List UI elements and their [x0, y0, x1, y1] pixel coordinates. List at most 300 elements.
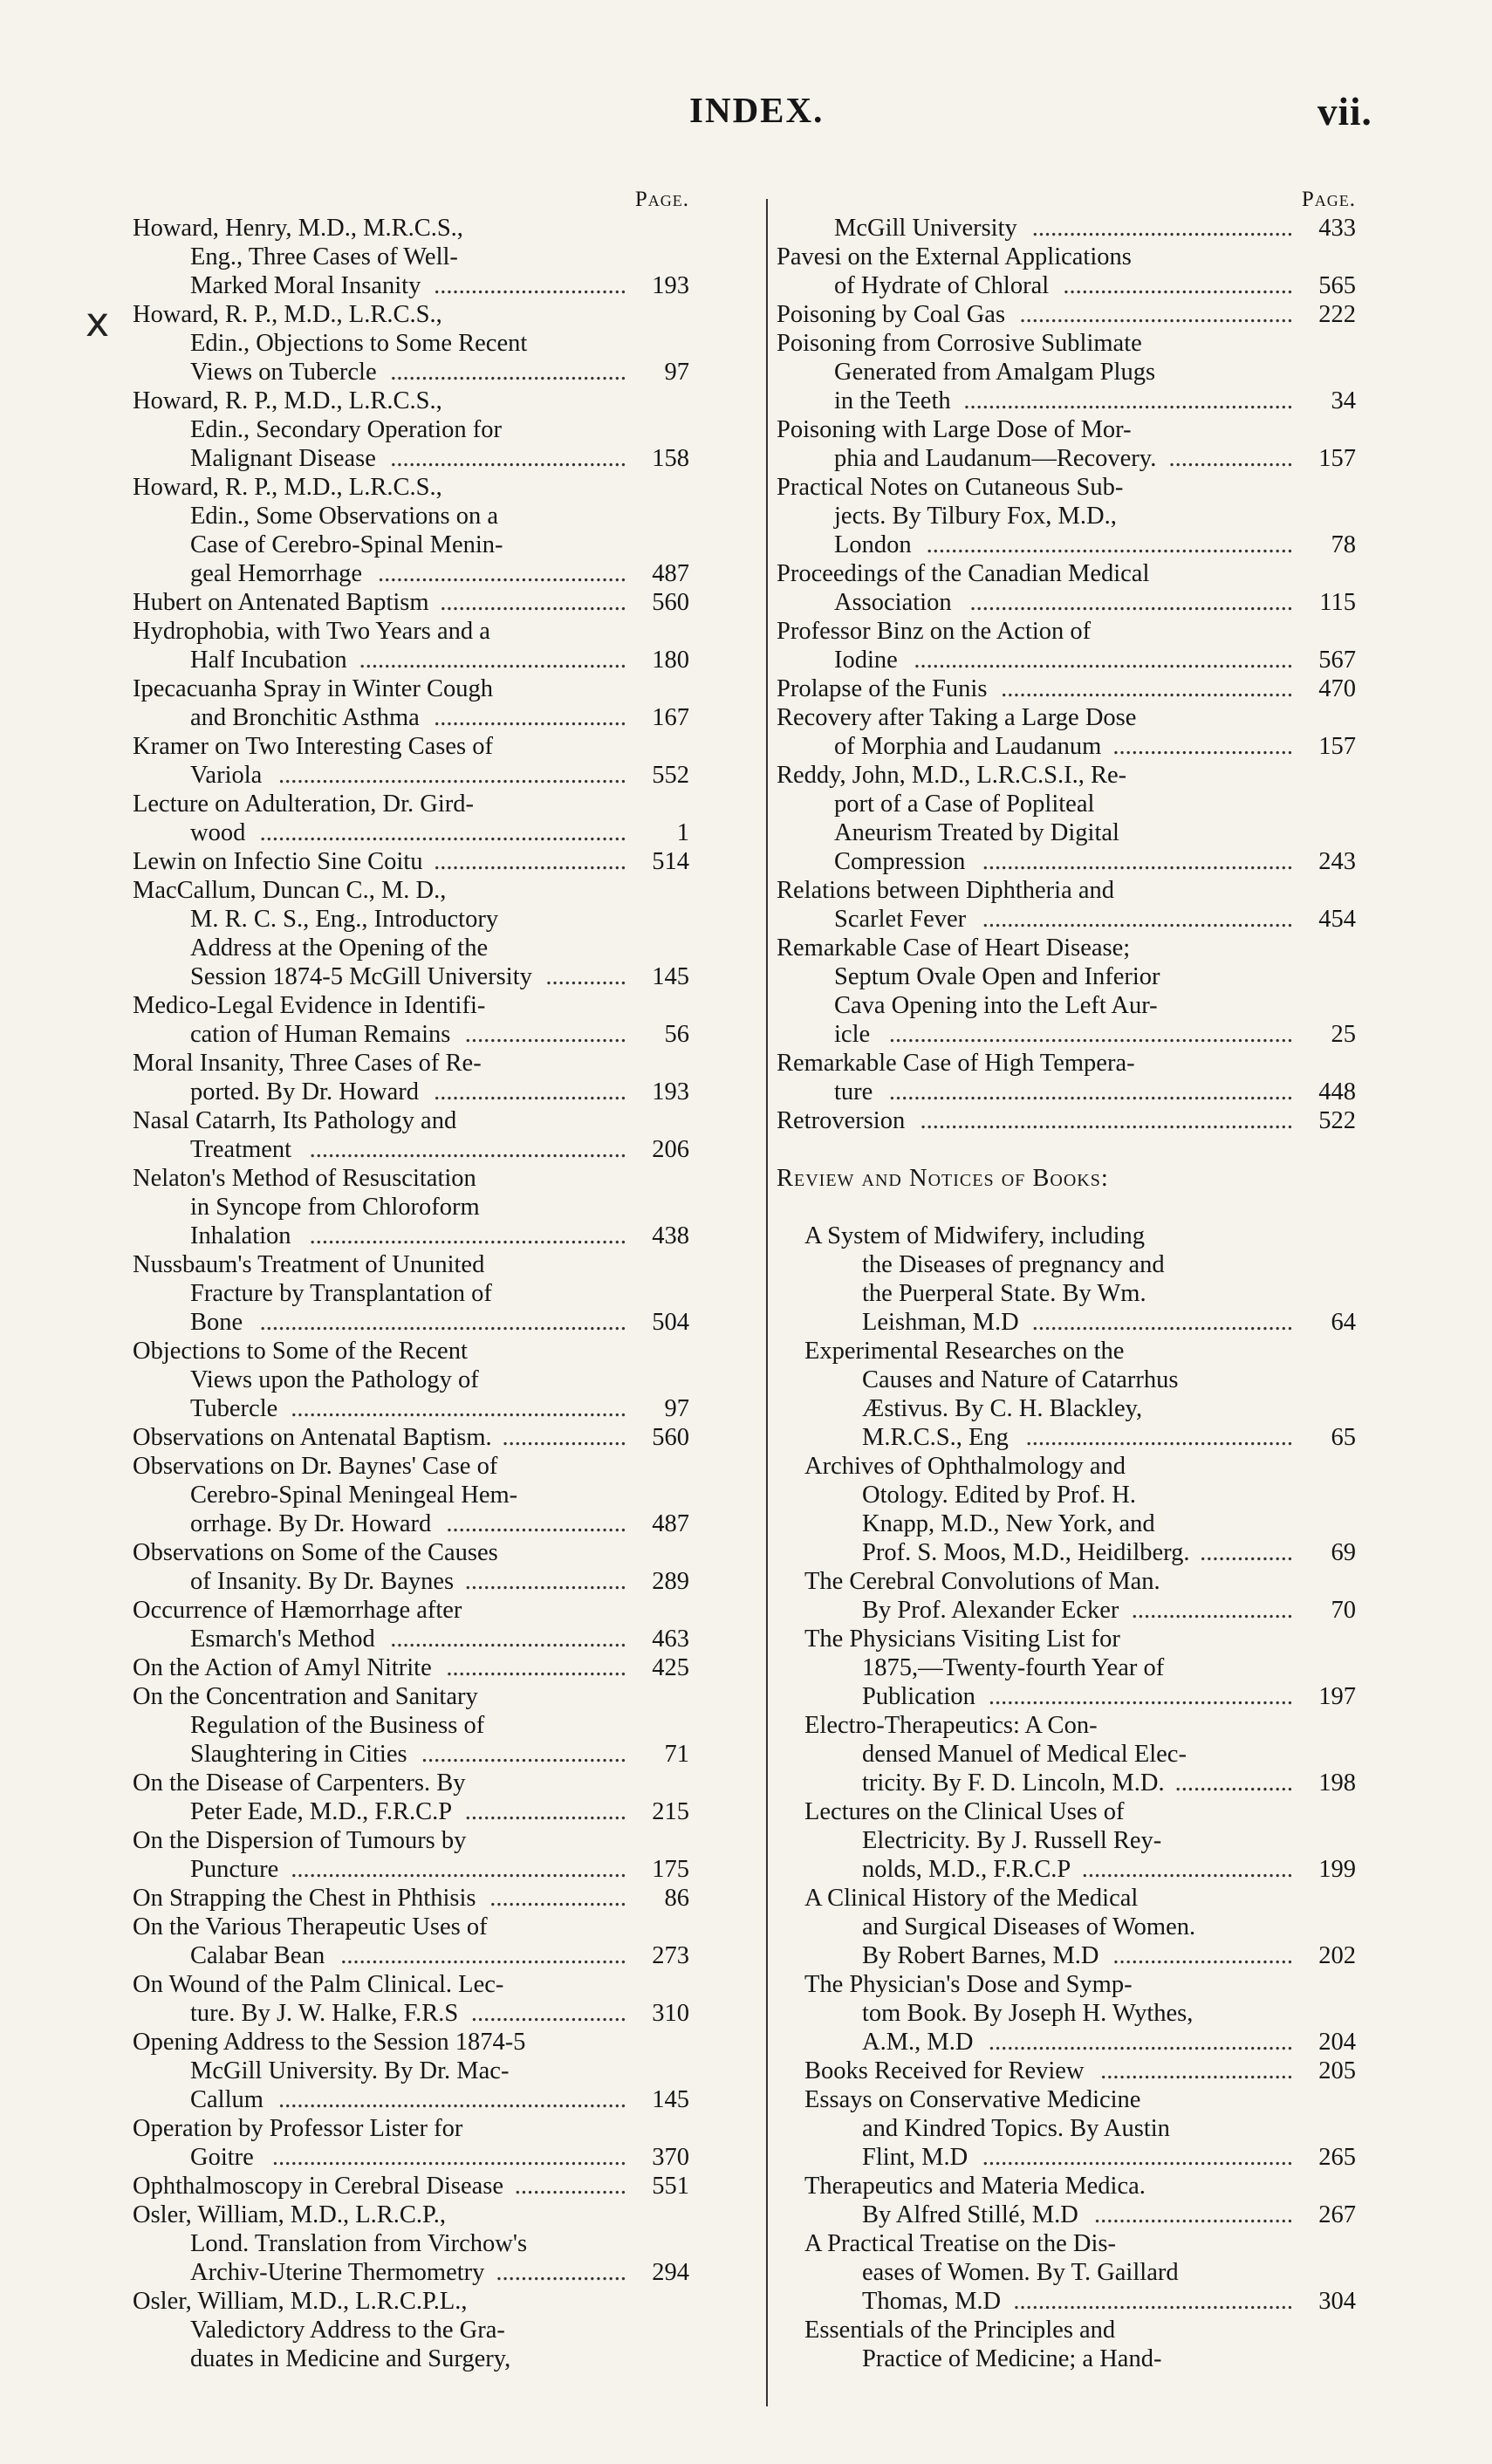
- dot-leader: ..........................................: [1031, 215, 1293, 242]
- entry-line: Electricity. By J. Russell Rey-: [862, 1827, 1162, 1854]
- entry-line: The Cerebral Convolutions of Man.: [804, 1568, 1160, 1595]
- entry-line: Remarkable Case of High Tempera-: [777, 1050, 1135, 1077]
- entry-line: of Insanity. By Dr. Baynes: [190, 1568, 455, 1595]
- dot-leader: .................................: [421, 1741, 626, 1768]
- entry-line: The Physician's Dose and Symp-: [804, 1971, 1133, 1998]
- index-entry: [777, 415, 1356, 473]
- index-entry: [804, 1884, 1356, 1970]
- entry-line: 1875,—Twenty-fourth Year of: [862, 1654, 1165, 1681]
- index-entry: [777, 674, 1356, 703]
- entry-line: Howard, Henry, M.D., M.R.C.S.,: [133, 215, 463, 242]
- entry-page-number: 454: [1318, 906, 1356, 933]
- dot-leader: ......................................................: [291, 1856, 626, 1883]
- entry-page-number: 157: [1318, 733, 1356, 760]
- entry-line: Leishman, M.D: [862, 1309, 1019, 1336]
- entry-page-number: 97: [664, 359, 689, 386]
- index-entry: [804, 2085, 1356, 2172]
- entry-line: and Bronchitic Asthma: [190, 704, 420, 731]
- dot-leader: ..............................................: [340, 1942, 626, 1969]
- dot-leader: .................................................................: [888, 1078, 1293, 1105]
- entry-line: geal Hemorrhage: [190, 560, 363, 587]
- entry-line: Essays on Conservative Medicine: [804, 2086, 1141, 2113]
- entry-page-number: 243: [1318, 848, 1356, 875]
- entry-line: Moral Insanity, Three Cases of Re-: [133, 1050, 482, 1077]
- index-entry: [777, 243, 1356, 300]
- entry-line: Kramer on Two Interesting Cases of: [133, 733, 493, 760]
- index-entry: [133, 1164, 689, 1250]
- entry-page-number: 438: [652, 1222, 689, 1249]
- section-gap: [777, 1135, 1356, 1164]
- dot-leader: .............................: [446, 1510, 626, 1537]
- dot-leader: .............................: [1112, 733, 1293, 760]
- entry-line: On the Dispersion of Tumours by: [133, 1827, 467, 1854]
- dot-leader: .................................................: [988, 2029, 1293, 2056]
- entry-line: On the Disease of Carpenters. By: [133, 1769, 466, 1797]
- index-entry: [133, 847, 689, 876]
- entry-line: Nasal Catarrh, Its Pathology and: [133, 1107, 457, 1134]
- entry-line: Publication: [862, 1683, 975, 1710]
- dot-leader: .....................: [496, 2259, 626, 2286]
- entry-line: Observations on Dr. Baynes' Case of: [133, 1453, 498, 1480]
- entry-line: Howard, R. P., M.D., L.R.C.S.,: [133, 474, 442, 501]
- reviews-section-title: Review and Notices of Books:: [777, 1165, 1109, 1192]
- index-entry: [133, 876, 689, 991]
- entry-line: Lecture on Adulteration, Dr. Gird-: [133, 791, 474, 818]
- entry-page-number: 522: [1318, 1107, 1356, 1134]
- entry-line: ture: [834, 1078, 873, 1105]
- entry-page-number: 69: [1331, 1539, 1356, 1566]
- dot-leader: ........................................................: [278, 762, 626, 789]
- entry-line: Case of Cerebro-Spinal Menin-: [190, 531, 503, 558]
- section-gap: [777, 1193, 1356, 1222]
- entry-line: By Alfred Stillé, M.D: [862, 2201, 1078, 2228]
- index-entry: [133, 991, 689, 1049]
- entry-line: The Physicians Visiting List for: [804, 1626, 1120, 1653]
- dot-leader: ..................................................: [982, 848, 1293, 875]
- entry-page-number: 448: [1318, 1078, 1356, 1105]
- entry-line: A System of Midwifery, including: [804, 1222, 1145, 1249]
- entry-line: Therapeutics and Materia Medica.: [804, 2173, 1146, 2200]
- dot-leader: ...........................................................: [259, 819, 626, 846]
- entry-line: On Strapping the Chest in Phthisis: [133, 1885, 476, 1912]
- dot-leader: .............................................................: [914, 647, 1293, 674]
- entry-line: Callum: [190, 2086, 263, 2113]
- entry-page-number: 222: [1318, 301, 1356, 328]
- index-entry: [133, 674, 689, 732]
- entry-line: Medico-Legal Evidence in Identifi-: [133, 992, 486, 1019]
- entry-line: Poisoning with Large Dose of Mor-: [777, 416, 1132, 443]
- entry-line: Professor Binz on the Action of: [777, 618, 1092, 645]
- index-entry: [804, 1625, 1356, 1711]
- index-entry: [133, 1337, 689, 1423]
- entry-line: phia and Laudanum—Recovery.: [834, 445, 1157, 472]
- entry-page-number: 78: [1331, 531, 1356, 558]
- entry-line: Marked Moral Insanity: [190, 272, 421, 299]
- index-entry: [133, 588, 689, 617]
- entry-line: Thomas, M.D: [862, 2288, 1002, 2315]
- index-entry: [804, 2172, 1356, 2229]
- entry-line: On the Concentration and Sanitary: [133, 1683, 478, 1710]
- entry-line: Hubert on Antenated Baptism: [133, 589, 429, 616]
- page-number: vii.: [1317, 90, 1372, 133]
- entry-page-number: 560: [652, 589, 689, 616]
- entry-line: tom Book. By Joseph H. Wythes,: [862, 2000, 1194, 2027]
- entry-line: Aneurism Treated by Digital: [834, 819, 1119, 846]
- entry-line: Retroversion: [777, 1107, 906, 1134]
- index-entry: [777, 934, 1356, 1049]
- dot-leader: ...................................................: [309, 1136, 626, 1163]
- page-title: INDEX.: [689, 90, 825, 130]
- entry-page-number: 56: [664, 1021, 689, 1048]
- entry-line: A Practical Treatise on the Dis-: [804, 2230, 1116, 2257]
- entry-line: Opening Address to the Session 1874-5: [133, 2029, 526, 2056]
- entry-line: Address at the Opening of the: [190, 934, 489, 962]
- entry-line: cation of Human Remains: [190, 1021, 451, 1048]
- index-entry: [777, 876, 1356, 934]
- entry-line: tricity. By F. D. Lincoln, M.D.: [862, 1769, 1165, 1797]
- index-entry: [804, 1970, 1356, 2057]
- entry-page-number: 294: [652, 2259, 689, 2286]
- entry-line: Goitre: [190, 2144, 254, 2171]
- entry-line: McGill University. By Dr. Mac-: [190, 2057, 510, 2084]
- entry-line: Hydrophobia, with Two Years and a: [133, 618, 490, 645]
- dot-leader: ..........................: [464, 1021, 626, 1048]
- index-entry: [133, 1538, 689, 1596]
- entry-line: McGill University: [834, 215, 1017, 242]
- entry-page-number: 310: [652, 2000, 689, 2027]
- page-header: [0, 89, 1492, 141]
- entry-page-number: 175: [652, 1856, 689, 1883]
- entry-page-number: 204: [1318, 2029, 1356, 2056]
- entry-line: in Syncope from Chloroform: [190, 1194, 480, 1221]
- entry-page-number: 370: [652, 2144, 689, 2171]
- entry-line: Nelaton's Method of Resuscitation: [133, 1165, 476, 1192]
- index-entry: [133, 732, 689, 790]
- left-column: [133, 185, 689, 2373]
- entry-page-number: 193: [652, 1078, 689, 1105]
- entry-line: Half Incubation: [190, 647, 347, 674]
- index-entry: [133, 1884, 689, 1913]
- dot-leader: ............................................: [1019, 301, 1293, 328]
- entry-line: duates in Medicine and Surgery,: [190, 2345, 511, 2372]
- entry-page-number: 273: [652, 1942, 689, 1969]
- entry-line: Tubercle: [190, 1395, 278, 1422]
- entry-line: of Hydrate of Chloral: [834, 272, 1050, 299]
- entry-line: densed Manuel of Medical Elec-: [862, 1741, 1187, 1768]
- book-reviews-list: [777, 1222, 1356, 2373]
- entry-line: Lewin on Infectio Sine Coitu: [133, 848, 423, 875]
- entry-line: and Surgical Diseases of Women.: [862, 1913, 1196, 1940]
- entry-line: Relations between Diphtheria and: [777, 877, 1115, 904]
- entry-page-number: 86: [664, 1885, 689, 1912]
- entry-line: Reddy, John, M.D., L.R.C.S.I., Re-: [777, 762, 1127, 789]
- entry-line: Lond. Translation from Virchow's: [190, 2230, 528, 2257]
- dot-leader: ...............................: [434, 1078, 626, 1105]
- entry-line: Flint, M.D: [862, 2144, 968, 2171]
- entry-line: Knapp, M.D., New York, and: [862, 1510, 1155, 1537]
- index-entry: [133, 1106, 689, 1164]
- entry-page-number: 25: [1331, 1021, 1356, 1048]
- entry-line: Septum Ovale Open and Inferior: [834, 963, 1160, 990]
- dot-leader: ....................: [502, 1424, 626, 1451]
- entry-line: A.M., M.D: [862, 2029, 974, 2056]
- entry-line: Inhalation: [190, 1222, 291, 1249]
- entry-page-number: 425: [652, 1654, 689, 1681]
- dot-leader: ......................................: [390, 1626, 626, 1653]
- dot-leader: ...........................................: [1025, 1424, 1293, 1451]
- dot-leader: ..........................................: [1031, 1309, 1293, 1336]
- index-entry: [777, 1106, 1356, 1135]
- entry-line: Cerebro-Spinal Meningeal Hem-: [190, 1482, 518, 1509]
- entry-line: Howard, R. P., M.D., L.R.C.S.,: [133, 387, 442, 414]
- entry-line: Esmarch's Method: [190, 1626, 375, 1653]
- entry-page-number: 552: [652, 762, 689, 789]
- dot-leader: ...................................................: [309, 1222, 626, 1249]
- entry-line: wood: [190, 819, 246, 846]
- entry-line: M.R.C.S., Eng: [862, 1424, 1009, 1451]
- dot-leader: ......................................: [390, 445, 626, 472]
- entry-line: Peter Eade, M.D., F.R.C.P: [190, 1798, 453, 1825]
- entry-line: Causes and Nature of Catarrhus: [862, 1366, 1179, 1393]
- dot-leader: ..........................: [464, 1798, 626, 1825]
- index-entry: [804, 1337, 1356, 1452]
- entry-line: eases of Women. By T. Gaillard: [862, 2259, 1179, 2286]
- dot-leader: ....................: [1168, 445, 1293, 472]
- dot-leader: ..........................: [464, 1568, 626, 1595]
- index-entry: [804, 1567, 1356, 1625]
- entry-page-number: 145: [652, 2086, 689, 2113]
- entry-line: Proceedings of the Canadian Medical: [777, 560, 1150, 587]
- entry-line: Books Received for Review: [804, 2057, 1085, 2084]
- index-entry: [133, 1913, 689, 1970]
- index-entry: [804, 2316, 1356, 2373]
- dot-leader: ..................: [514, 2173, 626, 2200]
- margin-mark: x: [86, 298, 110, 346]
- dot-leader: ....................................................: [969, 589, 1293, 616]
- dot-leader: ..................................: [1081, 1856, 1293, 1883]
- entry-line: Nussbaum's Treatment of Ununited: [133, 1251, 485, 1278]
- entry-line: Pavesi on the External Applications: [777, 243, 1132, 270]
- entry-line: M. R. C. S., Eng., Introductory: [190, 906, 499, 933]
- entry-page-number: 167: [652, 704, 689, 731]
- index-entry: [133, 1970, 689, 2028]
- entry-page-number: 267: [1318, 2201, 1356, 2228]
- dot-leader: ..................................................: [982, 2144, 1293, 2171]
- entry-line: Poisoning by Coal Gas: [777, 301, 1006, 328]
- dot-leader: .............: [545, 963, 626, 990]
- entry-line: Edin., Objections to Some Recent: [190, 330, 528, 357]
- entry-line: Views on Tubercle: [190, 359, 377, 386]
- right-column: [777, 185, 1356, 2373]
- entry-line: Cava Opening into the Left Aur-: [834, 992, 1158, 1019]
- dot-leader: ...............................................: [1001, 675, 1293, 702]
- entry-line: Calabar Bean: [190, 1942, 325, 1969]
- entry-line: icle: [834, 1021, 871, 1048]
- entry-line: Occurrence of Hæmorrhage after: [133, 1597, 462, 1624]
- entry-line: nolds, M.D., F.R.C.P: [862, 1856, 1071, 1883]
- entry-page-number: 463: [652, 1626, 689, 1653]
- index-entry: [804, 1711, 1356, 1797]
- index-entry: [133, 2114, 689, 2172]
- entry-line: Compression: [834, 848, 966, 875]
- entry-line: On Wound of the Palm Clinical. Lec-: [133, 1971, 504, 1998]
- entry-line: Edin., Some Observations on a: [190, 503, 499, 530]
- entry-page-number: 180: [652, 647, 689, 674]
- index-entry: [133, 2287, 689, 2373]
- entry-page-number: 64: [1331, 1309, 1356, 1336]
- entry-line: Variola: [190, 762, 263, 789]
- entry-page-number: 1: [676, 819, 689, 846]
- entry-line: Archives of Ophthalmology and: [804, 1453, 1126, 1480]
- entry-line: Malignant Disease: [190, 445, 376, 472]
- entry-line: Bone: [190, 1309, 243, 1336]
- index-entry: [804, 1222, 1356, 1337]
- entry-line: London: [834, 531, 912, 558]
- entry-line: Prolapse of the Funis: [777, 675, 988, 702]
- entry-page-number: 304: [1318, 2288, 1356, 2315]
- dot-leader: ..............................: [440, 589, 626, 616]
- dot-leader: ...............: [1200, 1539, 1293, 1566]
- dot-leader: ................................: [1094, 2201, 1293, 2228]
- entry-page-number: 198: [1318, 1769, 1356, 1797]
- dot-leader: .................................................................: [888, 1021, 1293, 1048]
- entry-line: port of a Case of Popliteal: [834, 791, 1095, 818]
- entry-line: Poisoning from Corrosive Sublimate: [777, 330, 1142, 357]
- entry-line: A Clinical History of the Medical: [804, 1885, 1139, 1912]
- entry-page-number: 206: [652, 1136, 689, 1163]
- entry-page-number: 470: [1318, 675, 1356, 702]
- dot-leader: .............................: [446, 1654, 626, 1681]
- index-entry: [133, 387, 689, 473]
- entry-line: Treatment: [190, 1136, 292, 1163]
- entry-page-number: 71: [664, 1741, 689, 1768]
- entry-line: ture. By J. W. Halke, F.R.S: [190, 2000, 459, 2027]
- entry-page-number: 199: [1318, 1856, 1356, 1883]
- index-entry: [777, 1049, 1356, 1106]
- entry-line: Association: [834, 589, 952, 616]
- dot-leader: ..................................................: [982, 906, 1293, 933]
- right-entries: [777, 214, 1356, 1135]
- dot-leader: ...........................................: [359, 647, 626, 674]
- index-entry: [804, 2057, 1356, 2085]
- entry-line: By Prof. Alexander Ecker: [862, 1597, 1119, 1624]
- entry-page-number: 197: [1318, 1683, 1356, 1710]
- entry-line: of Morphia and Laudanum: [834, 733, 1102, 760]
- entry-line: Lectures on the Clinical Uses of: [804, 1798, 1125, 1825]
- dot-leader: .....................................................: [963, 387, 1293, 414]
- entry-page-number: 560: [652, 1424, 689, 1451]
- entry-page-number: 265: [1318, 2144, 1356, 2171]
- index-entry: [133, 1049, 689, 1106]
- dot-leader: ............................................................: [920, 1107, 1293, 1134]
- entry-line: jects. By Tilbury Fox, M.D.,: [834, 503, 1117, 530]
- dot-leader: .................................................: [988, 1683, 1293, 1710]
- entry-line: Ipecacuanha Spray in Winter Cough: [133, 675, 494, 702]
- index-entry: [777, 473, 1356, 559]
- entry-line: By Robert Barnes, M.D: [862, 1942, 1099, 1969]
- index-entry: [133, 790, 689, 847]
- entry-page-number: 433: [1318, 215, 1356, 242]
- index-entry: [804, 2229, 1356, 2316]
- entry-line: Regulation of the Business of: [190, 1712, 485, 1739]
- entry-line: Iodine: [834, 647, 898, 674]
- index-entry: [777, 329, 1356, 415]
- entry-line: Valedictory Address to the Gra-: [190, 2317, 505, 2344]
- entry-line: On the Various Therapeutic Uses of: [133, 1913, 488, 1940]
- entry-line: Electro-Therapeutics: A Con-: [804, 1712, 1098, 1739]
- entry-line: MacCallum, Duncan C., M. D.,: [133, 877, 447, 904]
- dot-leader: ......................................: [390, 359, 626, 386]
- entry-line: Æstivus. By C. H. Blackley,: [862, 1395, 1143, 1422]
- entry-line: Practical Notes on Cutaneous Sub-: [777, 474, 1124, 501]
- entry-page-number: 145: [652, 963, 689, 990]
- entry-line: Views upon the Pathology of: [190, 1366, 479, 1393]
- entry-line: Fracture by Transplantation of: [190, 1280, 492, 1307]
- index-entry: [133, 1653, 689, 1682]
- dot-leader: ......................: [489, 1885, 626, 1912]
- entry-line: Objections to Some of the Recent: [133, 1338, 468, 1365]
- entry-line: ported. By Dr. Howard: [190, 1078, 419, 1105]
- entry-page-number: 115: [1319, 589, 1356, 616]
- index-entry: [133, 1682, 689, 1769]
- entry-page-number: 215: [652, 1798, 689, 1825]
- entry-page-number: 193: [652, 272, 689, 299]
- dot-leader: ...........................................................: [926, 531, 1293, 558]
- entry-page-number: 158: [652, 445, 689, 472]
- entry-page-number: 202: [1318, 1942, 1356, 1969]
- entry-line: Scarlet Fever: [834, 906, 967, 933]
- index-entry: [777, 617, 1356, 674]
- dot-leader: ......................................................: [291, 1395, 626, 1422]
- index-entry: [777, 300, 1356, 329]
- entry-line: orrhage. By Dr. Howard: [190, 1510, 432, 1537]
- index-entry: [133, 300, 689, 387]
- index-entry: [804, 1797, 1356, 1884]
- index-entry: [133, 617, 689, 674]
- entry-line: Slaughtering in Cities: [190, 1741, 407, 1768]
- dot-leader: ........................................: [378, 560, 626, 587]
- index-entry: [777, 214, 1356, 243]
- entry-line: Operation by Professor Lister for: [133, 2115, 463, 2142]
- entry-line: Essentials of the Principles and: [804, 2317, 1116, 2344]
- dot-leader: ...............................: [434, 848, 626, 875]
- entry-line: Prof. S. Moos, M.D., Heidilberg.: [862, 1539, 1190, 1566]
- index-entry: [777, 559, 1356, 617]
- index-entry: [133, 2200, 689, 2287]
- dot-leader: ..........................: [1131, 1597, 1293, 1624]
- index-entry: [133, 1452, 689, 1538]
- entry-line: Otology. Edited by Prof. H.: [862, 1482, 1137, 1509]
- entry-line: Observations on Some of the Causes: [133, 1539, 498, 1566]
- index-entry: [133, 1423, 689, 1452]
- index-entry: [804, 1452, 1356, 1567]
- dot-leader: .........................................................: [271, 2144, 626, 2171]
- entry-line: Archiv-Uterine Thermometry: [190, 2259, 485, 2286]
- index-entry: [133, 1250, 689, 1337]
- index-entry: [133, 2172, 689, 2200]
- entry-line: and Kindred Topics. By Austin: [862, 2115, 1170, 2142]
- entry-line: Remarkable Case of Heart Disease;: [777, 934, 1131, 962]
- index-entry: [133, 473, 689, 588]
- index-entry: [133, 1826, 689, 1884]
- dot-leader: .............................: [1112, 1942, 1293, 1969]
- entry-line: Practice of Medicine; a Hand-: [862, 2345, 1162, 2372]
- entry-page-number: 487: [652, 560, 689, 587]
- index-entry: [777, 703, 1356, 761]
- index-entry: [133, 1769, 689, 1826]
- entry-page-number: 567: [1318, 647, 1356, 674]
- right-page-label: Page.: [1301, 188, 1356, 211]
